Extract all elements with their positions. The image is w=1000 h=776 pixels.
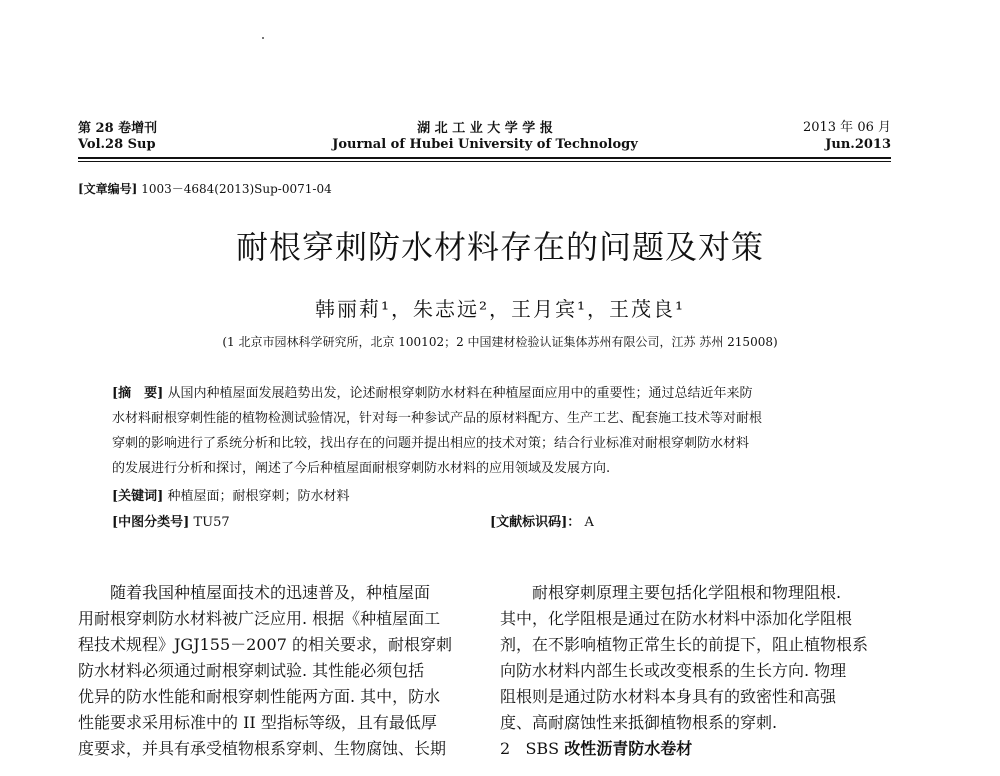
- article-number-value: 1003－4684(2013)Sup-0071-04: [141, 182, 332, 196]
- article-title: 耐根穿刺防水材料存在的问题及对策: [235, 228, 764, 266]
- body-right-line: 向防水材料内部生长或改变根系的生长方向. 物理: [500, 661, 847, 680]
- header-rule-thin: [78, 161, 891, 162]
- body-left-line: 优异的防水性能和耐根穿刺性能两方面. 其中，防水: [78, 687, 441, 706]
- header-date-en: Jun.2013: [825, 137, 891, 152]
- header-journal-en: Journal of Hubei University of Technology: [332, 137, 638, 152]
- body-left-column: [78, 580, 473, 762]
- document-code-label: [文献标识码]：: [490, 515, 581, 530]
- keywords: [112, 485, 349, 504]
- body-left-line: 防水材料必须通过耐根穿刺试验. 其性能必须包括: [78, 661, 425, 680]
- body-left-line: 用耐根穿刺防水材料被广泛应用. 根据《种植屋面工: [78, 609, 441, 628]
- article-number-label: [文章编号]: [78, 182, 138, 196]
- article-authors: 韩丽莉¹，朱志远²，王月宾¹，王茂良¹: [314, 297, 686, 321]
- abstract-line-1: [112, 382, 752, 401]
- keywords-value: 种植屋面；耐根穿刺；防水材料: [167, 489, 350, 504]
- body-right-line: 剂，在不影响植物正常生长的前提下，阻止植物根系: [500, 635, 869, 654]
- abstract-line-2: 水材料耐根穿刺性能的植物检测试验情况，针对每一种参试产品的原材料配方、生产工艺、配套施工技术等对耐根: [112, 411, 763, 426]
- body-right-column: [500, 580, 895, 762]
- header-date-cn: 2013 年 06 月: [802, 120, 891, 135]
- header-rule-thick: [78, 157, 891, 159]
- document-code: [490, 511, 594, 530]
- clc-value: TU57: [193, 515, 230, 530]
- abstract-text: 从国内种植屋面发展趋势出发，论述耐根穿刺防水材料在种植屋面应用中的重要性；通过总结近年来防: [167, 386, 753, 401]
- abstract-label: [摘 要]: [112, 386, 164, 401]
- article-number: [78, 180, 332, 197]
- clc-number: [112, 511, 230, 530]
- body-left-line: 性能要求采用标准中的 II 型指标等级，且有最低厚: [78, 713, 437, 732]
- section-title: 改性沥青防水卷材: [564, 739, 693, 758]
- section-heading: [500, 736, 895, 762]
- scan-speck: [262, 37, 264, 39]
- author-affiliation: (1 北京市园林科学研究所，北京 100102；2 中国建材检验认证集体苏州有限公司，江苏 苏州 215008): [222, 335, 778, 349]
- header-journal-cn: 湖 北 工 业 大 学 学 报: [417, 121, 553, 136]
- clc-label: [中图分类号]: [112, 515, 190, 530]
- body-right-line: 度、高耐腐蚀性来抵御植物根系的穿刺.: [500, 713, 778, 732]
- body-right-line: 耐根穿刺原理主要包括化学阻根和物理阻根.: [500, 583, 842, 602]
- section-title-sbs: SBS: [525, 739, 560, 758]
- body-left-line: 度要求，并具有承受植物根系穿刺、生物腐蚀、长期: [78, 739, 447, 758]
- abstract-line-3: 穿刺的影响进行了系统分析和比较，找出存在的问题并提出相应的技术对策；结合行业标准对耐根穿刺防水材料: [112, 436, 750, 451]
- section-number: 2: [500, 739, 511, 758]
- abstract-line-4: 的发展进行分析和探讨，阐述了今后种植屋面耐根穿刺防水材料的应用领域及发展方向.: [112, 461, 611, 476]
- document-code-value: A: [584, 515, 594, 530]
- body-left-line: 随着我国种植屋面技术的迅速普及，种植屋面: [78, 583, 431, 602]
- body-right-line: 阻根则是通过防水材料本身具有的致密性和高强: [500, 687, 837, 706]
- header-volume-en: Vol.28 Sup: [78, 137, 156, 152]
- body-right-line: 其中，化学阻根是通过在防水材料中添加化学阻根: [500, 609, 853, 628]
- body-left-line: 程技术规程》JGJ155－2007 的相关要求，耐根穿刺: [78, 635, 452, 654]
- header-volume-cn: 第 28 卷增刊: [78, 121, 158, 136]
- keywords-label: [关键词]: [112, 489, 164, 504]
